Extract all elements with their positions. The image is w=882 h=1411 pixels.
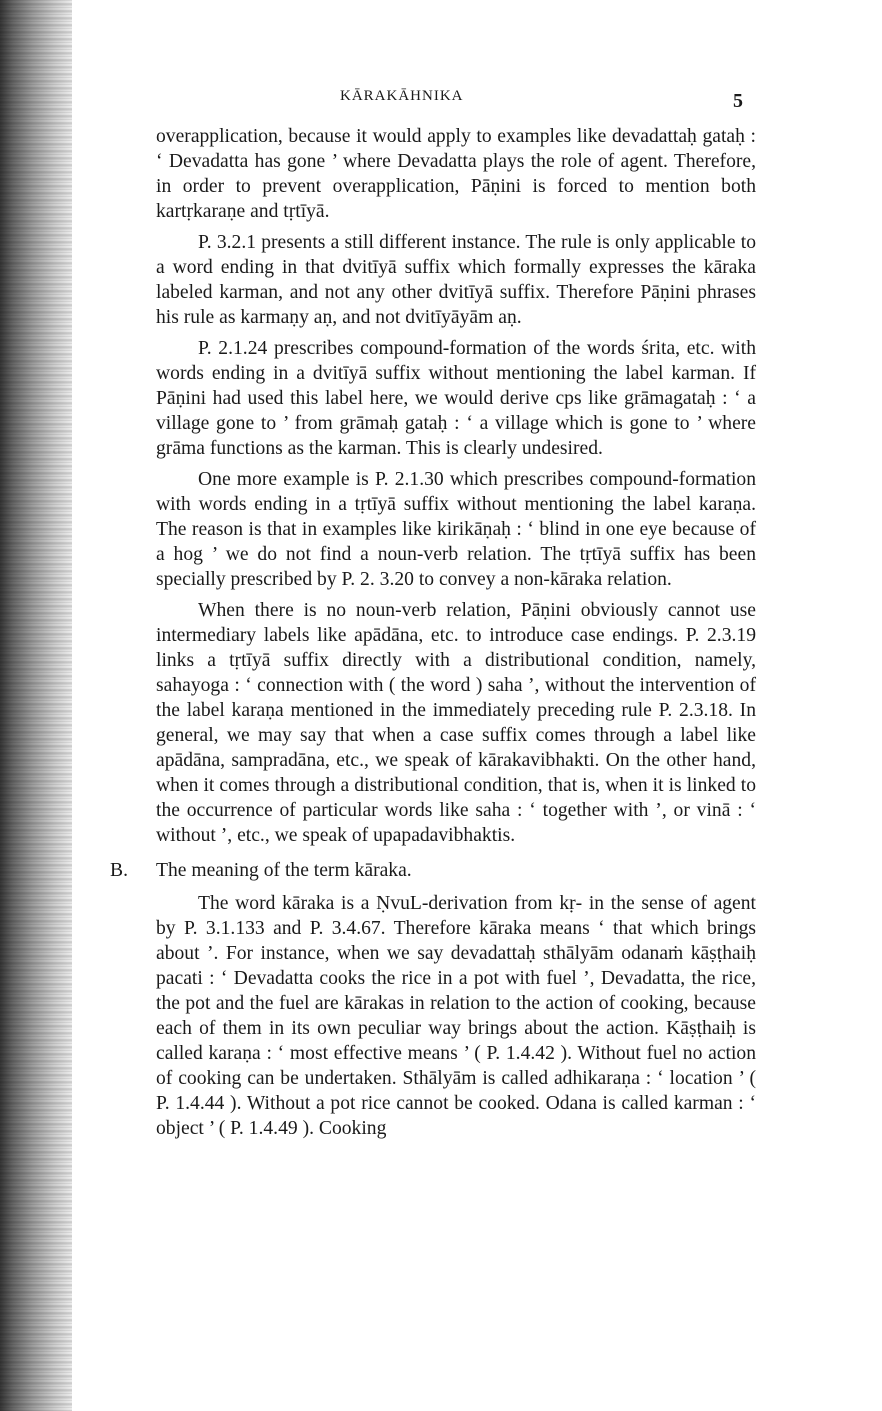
paragraph-p-2-1-30: One more example is P. 2.1.30 which prescribes compound-formation with words ending in a tṛtīyā suffix without mentioning the label karaṇa. The reason is that in examples like kirikāṇaḥ : ‘ blind in one eye because of a hog ’ we do not find a noun-verb relation. The tṛtīyā suffix has been specially prescribed by P. 2. 3.20 to convey a non-kāraka relation. <box>156 469 756 590</box>
body-text <box>110 124 756 1147</box>
section-title: The meaning of the term kāraka. <box>156 860 412 881</box>
paragraph-noun-verb-relation: When there is no noun-verb relation, Pāṇini obviously cannot use intermediary labels like apādāna, etc. to introduce case endings. P. 2.3.19 links a tṛtīyā suffix directly with a distributional condition, namely, sahayoga : ‘ connection with ( the word ) saha ’, without the intervention of the label karaṇa mentioned in the immediately preceding rule P. 2.3.18. In general, we may say that when a case suffix comes through a label like apādāna, sampradāna, etc., we speak of kārakavibhakti. On the other hand, when it comes through a distributional condition, that is, when it is linked to the occurrence of particular words like saha : ‘ together with ’, or vinā : ‘ without ’, etc., we speak of upapadavibhaktis. <box>156 600 756 846</box>
page-number: 5 <box>733 90 743 112</box>
section-heading <box>110 858 756 883</box>
section-label: B. <box>110 860 128 881</box>
paragraph-overapplication: overapplication, because it would apply to examples like devadattaḥ gataḥ : ‘ Devadatta has gone ’ where Devadatta plays the role of agent. Therefore, in order to prevent overapplication, Pāṇini is forced to mention both kartṛkaraṇe and tṛtīyā. <box>156 126 756 222</box>
paragraph-p-3-2-1: P. 3.2.1 presents a still different instance. The rule is only applicable to a word ending in that dvitīyā suffix which formally expresses the kāraka labeled karman, and not any other dvitīyā suffix. Therefore Pāṇini phrases his rule as karmaṇy aṇ, and not dvitīyāyām aṇ. <box>156 232 756 328</box>
paragraph-p-2-1-24: P. 2.1.24 prescribes compound-formation of the words śrita, etc. with words ending in a dvitīyā suffix without mentioning the label karman. If Pāṇini had used this label here, we would derive cps like grāmagataḥ : ‘ a village gone to ’ from grāmaḥ gataḥ : ‘ a village which is gone to ’ where grāma functions as the karman. This is clearly undesired. <box>156 338 756 459</box>
paragraph-meaning-of-karaka: The word kāraka is a ṆvuL-derivation from kṛ- in the sense of agent by P. 3.1.133 and P. 3.4.67. Therefore kāraka means ‘ that which brings about ’. For instance, when we say devadattaḥ sthālyām odanaṁ kāṣṭhaiḥ pacati : ‘ Devadatta cooks the rice in a pot with fuel ’, Devadatta, the rice, the pot and the fuel are kārakas in relation to the action of cooking, because each of them in its own peculiar way brings about the action. Kāṣṭhaiḥ is called karaṇa : ‘ most effective means ’ ( P. 1.4.42 ). Without fuel no action of cooking can be undertaken. Sthālyām is called adhikaraṇa : ‘ location ’ ( P. 1.4.44 ). Without a pot rice cannot be cooked. Odana is called karman : ‘ object ’ ( P. 1.4.49 ). Cooking <box>156 893 756 1139</box>
scan-binding-shadow <box>0 0 72 1411</box>
running-head: KĀRAKĀHNIKA <box>340 88 464 104</box>
